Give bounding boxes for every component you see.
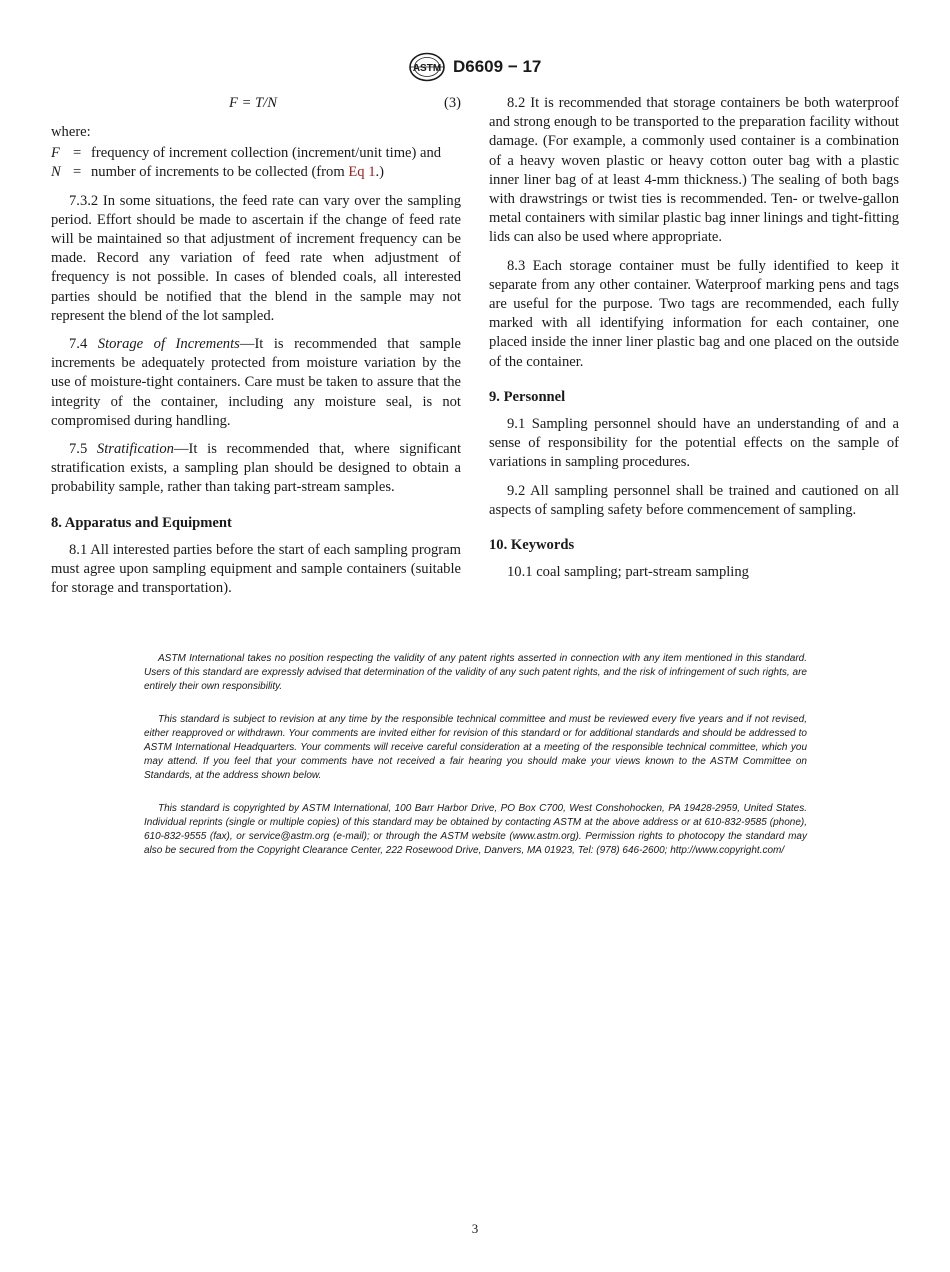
definition-symbol: N: [51, 164, 61, 181]
stratification-title: Stratification: [96, 441, 174, 458]
section-8-heading: 8. Apparatus and Equipment: [51, 514, 232, 531]
document-designation: D6609 − 17: [453, 57, 542, 76]
where-label: where:: [51, 124, 91, 140]
copyright-notice: This standard is copyrighted by ASTM International, 100 Barr Harbor Drive, PO Box C700, West Conshohocken, PA 19428-2959, United States. Individual reprints (single or multiple copies) of this standard may be obtained by contacting ASTM at the above address or at 610-832-9585 (phone), 610-832-9555 (fax), or service@astm.org (e-mail); or through the ASTM website (www.astm.org). Permission rights to photocopy the standard may also be secured from the Copyright Clearance Center, 222 Rosewood Drive, Danvers, MA 01923, Tel: (978) 646-2600; http://www.copyright.com/: [144, 803, 807, 856]
paragraph-9-2: 9.2 All sampling personnel shall be trained and cautioned on all aspects of sampling safety before commencement of sampling.: [489, 482, 899, 518]
definition-text: frequency of increment collection (increment/unit time) and: [91, 145, 442, 162]
definition-symbol: F: [51, 145, 60, 162]
equation-number: (3): [443, 95, 461, 111]
definition-n: [51, 163, 461, 182]
page-header: [0, 52, 950, 86]
definition-equals: =: [73, 145, 82, 162]
paragraph-7-3-2: 7.3.2 In some situations, the feed rate can vary over the sampling period. Effort should be made to ascertain if the change of feed rate will be maintained so that adjustment of increment frequency can be made. Record any variation of feed rate when adjustment of frequency is not possible. In cases of blended coals, all interested parties should be notified that the blend in the sample may not represent the blend of the lot sampled.: [51, 192, 461, 324]
astm-logo-text: ASTM: [412, 63, 442, 74]
eq-1-link[interactable]: Eq 1: [348, 164, 376, 181]
definition-f: [51, 144, 461, 163]
revision-notice: This standard is subject to revision at any time by the responsible technical committee and must be reviewed every five years and if not revised, either reapproved or withdrawn. Your comments are invited either for revision of this standard or for additional standards and should be addressed to ASTM International Headquarters. Your comments will receive careful consideration at a meeting of the responsible technical committee, which you may attend. If you feel that your comments have not received a fair hearing you should make your views known to the ASTM Committee on Standards, at the address shown below.: [144, 714, 807, 781]
paragraph-9-1: 9.1 Sampling personnel should have an understanding of and a sense of responsibility for the potential effects on the sample of variations in sampling procedures.: [489, 416, 899, 471]
definition-equals: =: [73, 164, 82, 181]
legal-notices: [144, 652, 807, 877]
section-9-heading: 9. Personnel: [489, 388, 566, 405]
paragraph-10-1: 10.1 coal sampling; part-stream sampling: [507, 564, 749, 581]
astm-logo: [407, 52, 447, 82]
patent-notice: ASTM International takes no position respecting the validity of any patent rights asserted in connection with any item mentioned in this standard. Users of this standard are expressly advised that determination of the validity of any such patent rights, and the risk of infringement of such rights, are entirely their own responsibility.: [144, 653, 807, 692]
section-10-heading: 10. Keywords: [489, 537, 575, 554]
paragraph-8-3: 8.3 Each storage container must be fully identified to keep it separate from any other container. Waterproof marking pens and tags are useful for the purpose. Two tags are recommended, each fully marked with all identifying information for each container, one placed inside the inner liner plastic bag and one placed on the outside of the container.: [489, 257, 899, 370]
definition-text: number of increments to be collected (from Eq 1.): [91, 164, 385, 181]
right-column: [489, 94, 899, 582]
storage-of-increments-title: Storage of Increments: [97, 336, 240, 353]
page-number: 3: [471, 1221, 479, 1236]
paragraph-7-4: 7.4 Storage of Increments—It is recommended that sample increments be adequately protected from moisture variation by the use of moisture-tight containers. Care must be taken to assure that the integrity of the container, including any moisture seal, is not compromised during handling.: [51, 336, 462, 429]
paragraph-8-1: 8.1 All interested parties before the start of each sampling program must agree upon sampling equipment and sample containers (suitable for storage and transportation).: [51, 541, 461, 597]
equation-formula: F = T/N: [229, 95, 277, 111]
paragraph-7-5: 7.5 Stratification—It is recommended that, where significant stratification exists, a sampling plan should be designed to obtain a probability sample, rather than taking part-stream samples.: [51, 441, 462, 496]
equation-3: [51, 94, 461, 114]
paragraph-8-2: 8.2 It is recommended that storage containers be both waterproof and strong enough to be transported to the preparation facility without damage. (For example, a commonly used container is a combination of a heavy woven plastic or heavy cotton outer bag with a plastic inner liner bag of at least 4-mm thickness.) The sealing of both bags with drawstrings or twist ties is recommended. Ten- or twelve-gallon metal containers with similar plastic bag inner linings and tight-fitting lids can also be used where appropriate.: [489, 95, 899, 246]
left-column: [51, 94, 461, 598]
